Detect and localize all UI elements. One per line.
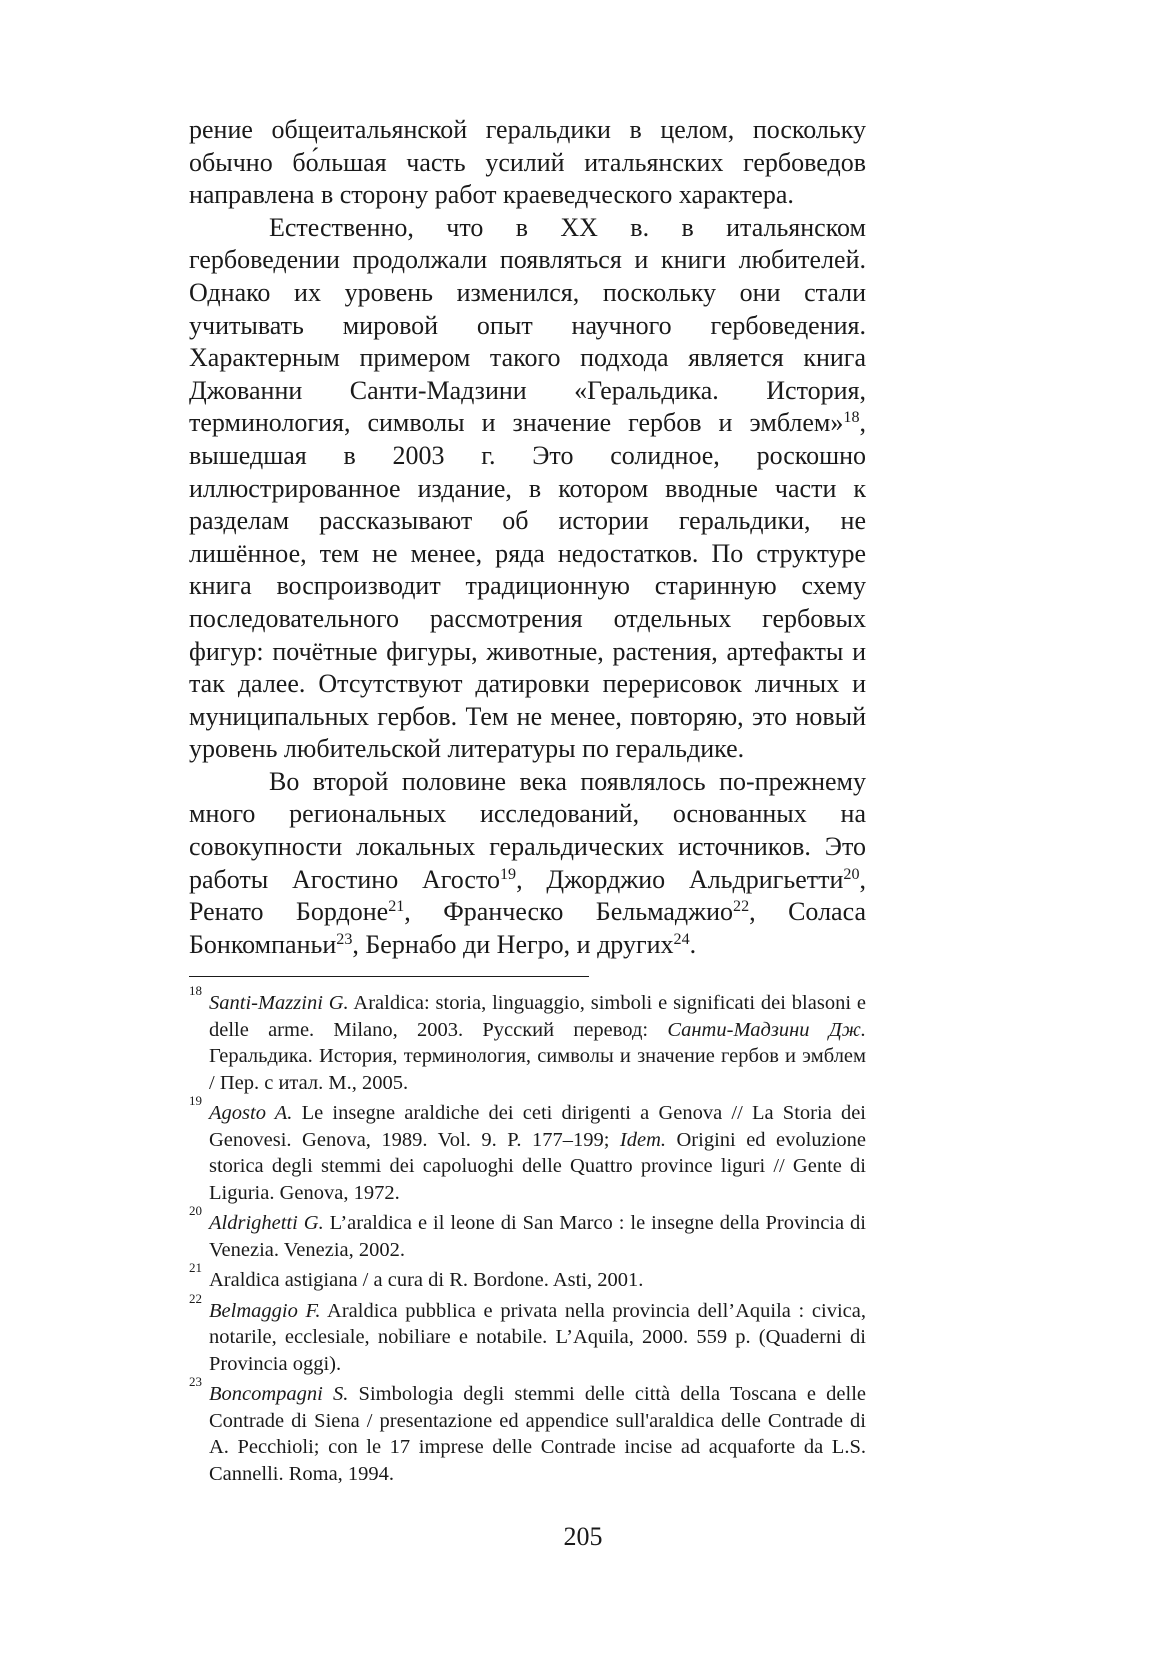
footnote-reference: 20 [843, 865, 860, 883]
footnote-reference: 18 [843, 409, 860, 427]
text-run: , Соласа Бонкомпаньи [189, 897, 866, 959]
text-run: Естественно, что в XX в. в итальянском гербоведении продолжали появляться и книги любителей. Однако их уровень изменился, поскольку они стали учитывать мировой опыт научного гербоведения. Характерным примером такого подхода является книга Джованни Санти-Мадзини «Геральдика. История, терминология, символы и значение гербов и эмблем» [189, 212, 866, 438]
footnote-text: Le insegne araldiche dei ceti dirigenti a Genova // La Storia dei Genovesi. Genova, 1989. Vol. 9. P. 177–199; [209, 1102, 866, 1151]
text-run: Во второй половине века появлялось по-прежнему много региональных исследований, основанных на совокупности локальных геральдических источников. Это работы Агостино Агосто [189, 766, 866, 894]
footnote-divider [189, 976, 589, 977]
footnote-item [189, 1374, 867, 1487]
footnote-item [189, 1260, 866, 1294]
paragraph [189, 212, 866, 766]
footnote-text: Araldica pubblica e privata nella provincia dell’Aquila : civica, notarile, ecclesiale, nobiliare e notabile. L’Aquila, 2000. 559 p. (Quaderni di Provincia oggi). [209, 1299, 866, 1375]
footnote-author: Agosto A. [209, 1102, 293, 1124]
footnote-reference: 22 [733, 898, 750, 916]
footnote-number: 23 [189, 1374, 202, 1389]
footnote-text: Araldica astigiana / a cura di R. Bordone. Asti, 2001. [209, 1269, 644, 1291]
footnote-item [189, 983, 866, 1096]
footnote-text: Геральдика. История, терминология, символы и значение гербов и эмблем / Пер. с итал. М., 2005. [209, 1045, 866, 1094]
footnote-author: Belmaggio F. [209, 1299, 321, 1322]
footnote-author: Санти-Мадзини Дж. [667, 1018, 866, 1041]
footnote-reference: 19 [499, 865, 517, 883]
text-run: , вышедшая в 2003 г. Это солидное, роскошно иллюстрированное издание, в котором вводные части к разделам рассказывают об истории геральдики, не лишённое, тем не менее, ряда недостатков. По структуре книга воспроизводит традиционную старинную схему последовательного рассмотрения отдельных гербовых фигур: почётные фигуры, животные, растения, артефакты и так далее. Отсутствуют датировки перерисовок личных и муниципальных гербов. Тем не менее, повторяю, это новый уровень любительской литературы по геральдике. [189, 408, 866, 764]
footnote-number: 22 [189, 1290, 202, 1306]
text-run: , Франческо Бельмаджио [404, 897, 734, 927]
footnote-reference: 23 [336, 930, 353, 948]
text-run: , Джорджио Альдригьетти [516, 864, 844, 894]
footnote-item [189, 1290, 866, 1378]
footnote-author: Idem. [619, 1128, 667, 1151]
text-run: рение общеитальянской геральдики в целом, поскольку обычно бо́льшая часть усилий итальянских гербоведов направлена в сторону работ краеведческого характера. [189, 115, 866, 210]
footnote-number: 19 [189, 1093, 202, 1108]
text-run: , Бернабо ди Негро, и других [352, 929, 674, 959]
footnotes-section [189, 983, 867, 1491]
footnote-number: 20 [189, 1203, 202, 1218]
footnote-author: Santi-Mazzini G. [209, 992, 349, 1014]
footnote-item [189, 1203, 866, 1263]
main-text [189, 114, 866, 961]
footnote-reference: 21 [388, 898, 405, 916]
footnote-text: L’araldica e il leone di San Marco : le insegne della Provincia di Venezia. Venezia, 2002. [209, 1212, 866, 1261]
footnote-author: Boncompagni S. [209, 1383, 349, 1405]
footnote-text: Araldica: storia, linguaggio, simboli e significati dei blasoni e delle arme. Milano, 2003. Русский перевод: [209, 992, 866, 1041]
text-run: , Ренато Бордоне [189, 864, 866, 927]
footnote-text: Origini ed evoluzione storica degli stemmi dei capoluoghi delle Quattro province liguri // Gente di Liguria. Genova, 1972. [209, 1128, 866, 1204]
footnote-reference: 24 [673, 930, 690, 948]
footnote-text: Simbologia degli stemmi delle città della Toscana e delle Contrade di Siena / presentazione ed appendice sull'araldica delle Contrade di A. Pecchioli; con le 17 imprese delle Contrade incise ad acquaforte da L.S. Cannelli. Roma, 1994. [209, 1383, 867, 1485]
paragraph [189, 766, 866, 962]
paragraph [189, 114, 866, 212]
footnote-item [189, 1093, 866, 1206]
page-number: 205 [563, 1522, 603, 1551]
footnote-number: 21 [189, 1260, 202, 1275]
text-run: . [689, 929, 697, 959]
footnote-number: 18 [189, 983, 202, 998]
footnote-author: Aldrighetti G. [209, 1212, 324, 1234]
